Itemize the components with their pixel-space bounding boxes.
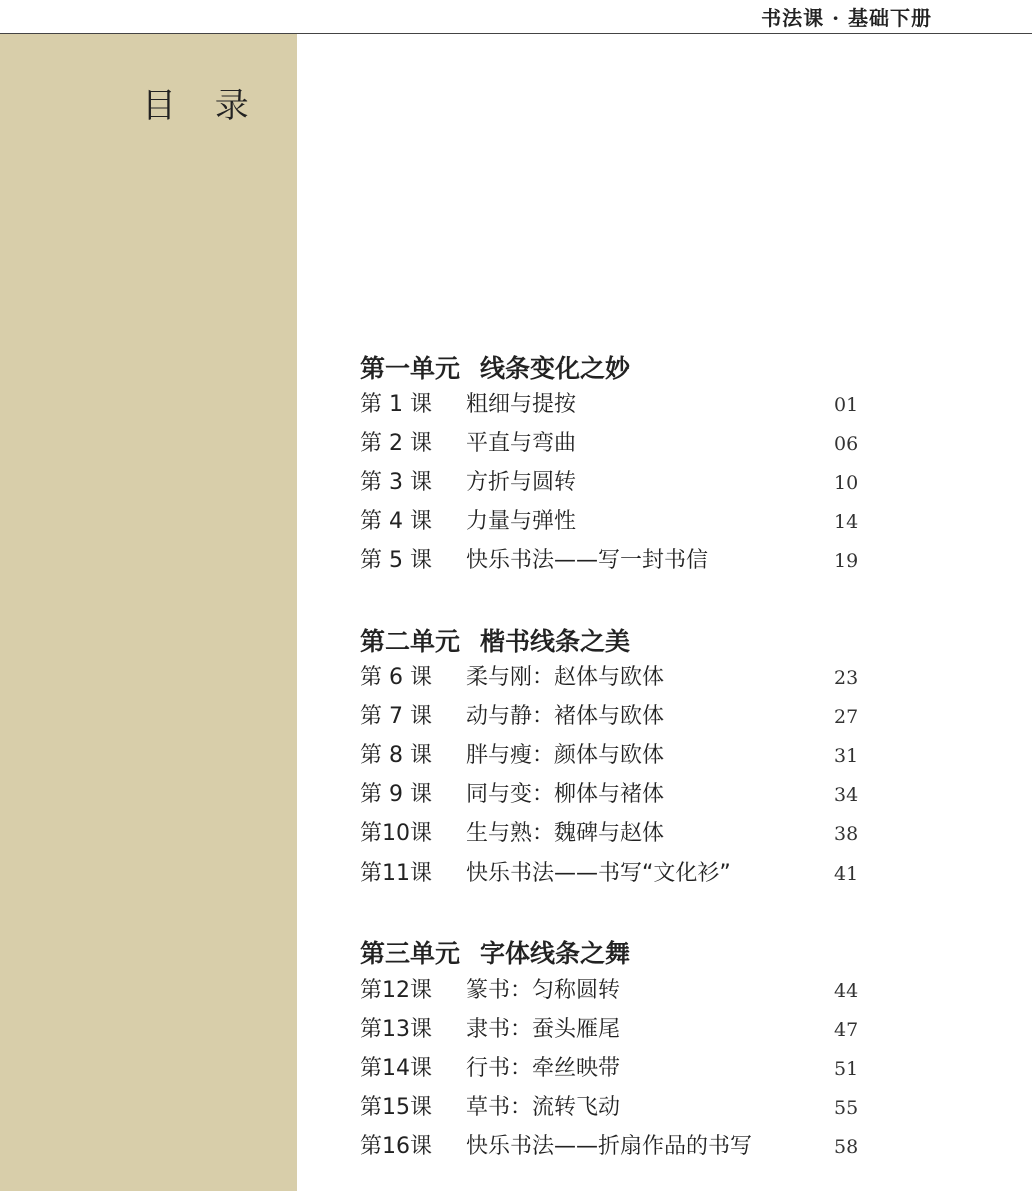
lesson-number: 第13课	[360, 1017, 432, 1042]
page-number: 58	[834, 1136, 859, 1158]
unit-title-2	[360, 622, 630, 658]
lesson-number: 第16课	[360, 1134, 432, 1159]
lesson-name: 快乐书法——折扇作品的书写	[466, 1134, 753, 1159]
unit-title-3	[360, 934, 630, 970]
page-number: 23	[834, 667, 859, 689]
lesson-row[interactable]	[360, 819, 860, 849]
book-title: 书法课 · 基础下册	[761, 6, 932, 30]
lesson-row[interactable]	[360, 1132, 860, 1162]
unit-number: 第二单元	[360, 627, 461, 656]
page-number: 14	[834, 511, 859, 533]
lesson-number: 第 7 课	[360, 704, 432, 729]
lesson-name: 快乐书法——写一封书信	[466, 548, 709, 573]
lesson-number: 第15课	[360, 1095, 432, 1120]
lesson-name: 同与变：柳体与褚体	[466, 782, 665, 807]
lesson-number: 第 1 课	[360, 392, 432, 417]
lesson-number: 第 6 课	[360, 665, 432, 690]
lesson-number: 第 9 课	[360, 782, 432, 807]
page-number: 19	[834, 550, 859, 572]
lesson-row[interactable]	[360, 859, 860, 889]
lesson-name: 篆书：匀称圆转	[466, 978, 621, 1003]
page-number: 41	[834, 863, 859, 885]
lesson-name: 柔与刚：赵体与欧体	[466, 665, 665, 690]
unit-name: 字体线条之舞	[480, 939, 631, 968]
lesson-row[interactable]	[360, 1054, 860, 1084]
page-number: 34	[834, 784, 859, 806]
lesson-number: 第 8 课	[360, 743, 432, 768]
page-number: 27	[834, 706, 859, 728]
lesson-name: 生与熟：魏碑与赵体	[466, 821, 665, 846]
page-number: 51	[834, 1058, 859, 1080]
lesson-row[interactable]	[360, 976, 860, 1006]
lesson-number: 第 3 课	[360, 470, 432, 495]
unit-title-1	[360, 349, 630, 385]
lesson-number: 第 5 课	[360, 548, 432, 573]
page-number: 55	[834, 1097, 859, 1119]
lesson-row[interactable]	[360, 546, 860, 576]
lesson-name: 粗细与提按	[466, 392, 577, 417]
lesson-name: 隶书：蚕头雁尾	[466, 1017, 621, 1042]
page-number: 31	[834, 745, 859, 767]
unit-number: 第一单元	[360, 354, 461, 383]
sidebar-panel	[0, 34, 297, 1191]
unit-name: 线条变化之妙	[480, 354, 631, 383]
toc-heading: 目 录	[142, 86, 263, 126]
lesson-name: 快乐书法——书写“文化衫”	[466, 861, 731, 886]
page-number: 44	[834, 980, 859, 1002]
lesson-row[interactable]	[360, 390, 860, 420]
unit-number: 第三单元	[360, 939, 461, 968]
lesson-row[interactable]	[360, 1093, 860, 1123]
page-number: 47	[834, 1019, 859, 1041]
page-number: 01	[834, 394, 859, 416]
page-number: 38	[834, 823, 859, 845]
lesson-row[interactable]	[360, 741, 860, 771]
lesson-name: 草书：流转飞动	[466, 1095, 621, 1120]
lesson-name: 行书：牵丝映带	[466, 1056, 621, 1081]
lesson-name: 方折与圆转	[466, 470, 577, 495]
lesson-number: 第14课	[360, 1056, 432, 1081]
lesson-name: 动与静：褚体与欧体	[466, 704, 665, 729]
lesson-row[interactable]	[360, 780, 860, 810]
lesson-row[interactable]	[360, 1015, 860, 1045]
lesson-number: 第12课	[360, 978, 432, 1003]
lesson-number: 第10课	[360, 821, 432, 846]
page-number: 10	[834, 472, 859, 494]
lesson-name: 胖与瘦：颜体与欧体	[466, 743, 665, 768]
lesson-row[interactable]	[360, 702, 860, 732]
lesson-number: 第 2 课	[360, 431, 432, 456]
unit-name: 楷书线条之美	[480, 627, 631, 656]
page-number: 06	[834, 433, 859, 455]
lesson-name: 力量与弹性	[466, 509, 577, 534]
lesson-row[interactable]	[360, 507, 860, 537]
lesson-number: 第 4 课	[360, 509, 432, 534]
lesson-number: 第11课	[360, 861, 432, 886]
lesson-name: 平直与弯曲	[466, 431, 577, 456]
lesson-row[interactable]	[360, 429, 860, 459]
lesson-row[interactable]	[360, 663, 860, 693]
lesson-row[interactable]	[360, 468, 860, 498]
